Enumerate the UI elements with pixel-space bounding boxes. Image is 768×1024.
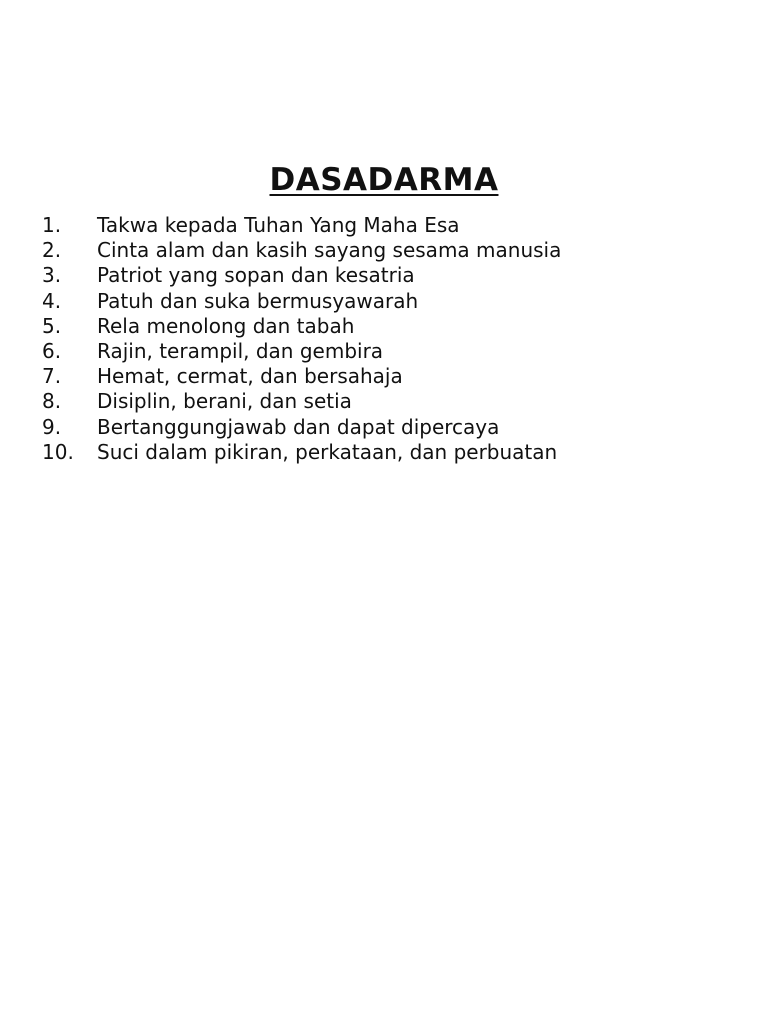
list-item-text: Rela menolong dan tabah [97,313,355,338]
list-item-number: 10. [42,439,74,464]
list-item [42,440,742,465]
list-item-number: 9. [42,414,62,439]
list-item-number: 3. [42,263,62,288]
list-item-text: Hemat, cermat, dan bersahaja [97,364,403,389]
document-title-text: DASADARMA [269,162,499,198]
list-item-number: 6. [42,339,62,364]
list-item-text: Rajin, terampil, dan gembira [97,339,384,364]
list-item [42,364,742,389]
list-item [42,289,742,314]
list-item-text: Takwa kepada Tuhan Yang Maha Esa [97,213,460,238]
list-item-number: 4. [42,288,62,313]
list-item-text: Patriot yang sopan dan kesatria [97,263,415,288]
list-item-number: 5. [42,313,62,338]
list-item-text: Suci dalam pikiran, perkataan, dan perbuatan [97,439,558,464]
list-item-text: Patuh dan suka bermusyawarah [97,288,419,313]
list-item-text: Bertanggungjawab dan dapat dipercaya [97,414,500,439]
list-item-text: Disiplin, berani, dan setia [97,389,352,414]
list-item [42,263,742,288]
list-item-number: 1. [42,213,62,238]
list-item [42,415,742,440]
document-title [0,160,768,200]
list-item [42,213,742,238]
list-item [42,314,742,339]
list-item-number: 7. [42,364,62,389]
list-item [42,339,742,364]
numbered-list [42,213,742,465]
list-item-number: 8. [42,389,62,414]
list-item [42,389,742,414]
list-item [42,238,742,263]
list-item-number: 2. [42,238,62,263]
list-item-text: Cinta alam dan kasih sayang sesama manusia [97,238,562,263]
